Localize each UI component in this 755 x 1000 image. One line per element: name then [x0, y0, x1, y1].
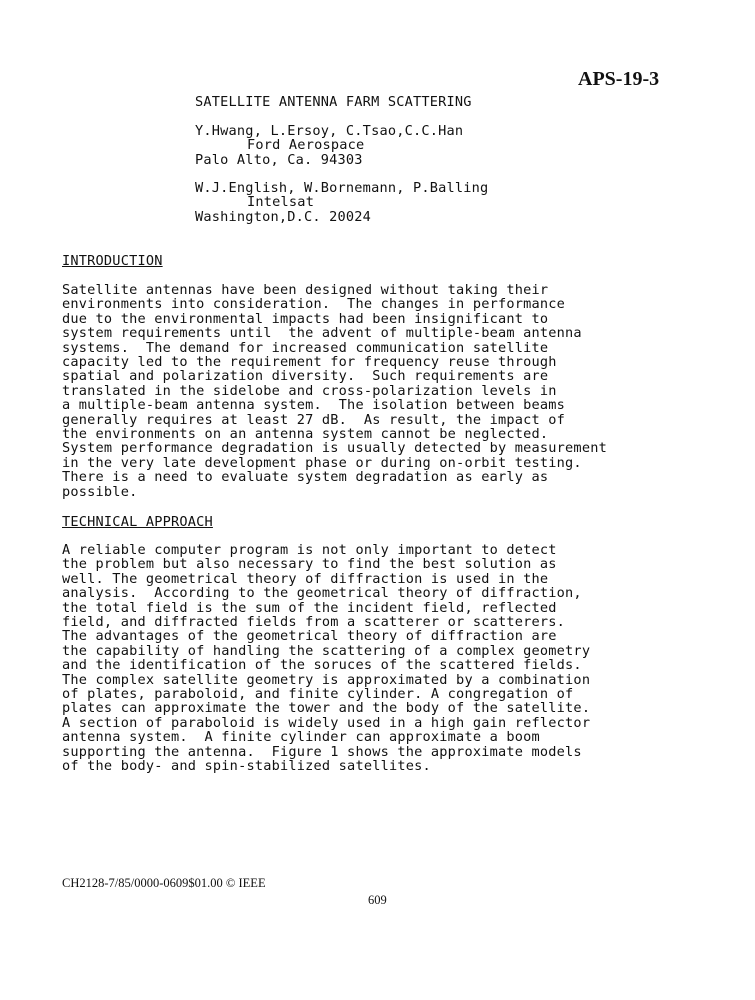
text-line: systems. The demand for increased communication satellite: [62, 339, 549, 356]
text-line: plates can approximate the tower and the body of the satellite.: [62, 700, 591, 717]
text-line: The advantages of the geometrical theory of diffraction are: [62, 628, 557, 645]
text-line: translated in the sidelobe and cross-polarization levels in: [62, 382, 557, 399]
author-block-intelsat: [195, 181, 488, 224]
page-number: 609: [368, 893, 387, 907]
author-names: W.J.English, W.Bornemann, P.Balling: [195, 180, 489, 196]
introduction-paragraph: [62, 283, 732, 499]
text-line: possible.: [62, 483, 138, 500]
paper-title: SATELLITE ANTENNA FARM SCATTERING: [195, 94, 472, 110]
text-line: generally requires at least 27 dB. As result, the impact of: [62, 411, 566, 428]
text-line: capacity led to the requirement for frequency reuse through: [62, 354, 557, 371]
text-line: antenna system. A finite cylinder can approximate a boom: [62, 729, 540, 746]
text-line: environments into consideration. The changes in performance: [62, 296, 566, 313]
text-line: due to the environmental impacts had been insignificant to: [62, 310, 549, 327]
author-location: Palo Alto, Ca. 94303: [195, 151, 363, 168]
text-line: of plates, paraboloid, and finite cylinder. A congregation of: [62, 686, 574, 703]
text-line: the environments on an antenna system cannot be neglected.: [62, 426, 549, 443]
text-line: well. The geometrical theory of diffraction is used in the: [62, 570, 549, 587]
text-line: the capability of handling the scattering of a complex geometry: [62, 642, 591, 659]
text-line: supporting the antenna. Figure 1 shows the approximate models: [62, 743, 582, 760]
author-organization: Ford Aerospace: [247, 137, 365, 154]
text-line: field, and diffracted fields from a scatterer or scatterers.: [62, 614, 566, 631]
text-line: and the identification of the soruces of the scattered fields.: [62, 657, 582, 674]
paper-code: APS-19-3: [578, 68, 660, 90]
author-organization: Intelsat: [247, 194, 315, 211]
text-line: analysis. According to the geometrical theory of diffraction,: [62, 585, 582, 602]
text-line: spatial and polarization diversity. Such requirements are: [62, 368, 549, 385]
author-block-ford: [195, 124, 463, 167]
section-heading-introduction: INTRODUCTION: [62, 253, 163, 269]
text-line: System performance degradation is usually detected by measurement: [62, 440, 607, 457]
text-line: A reliable computer program is not only important to detect: [62, 542, 557, 558]
text-line: the total field is the sum of the incident field, reflected: [62, 599, 557, 616]
text-line: in the very late development phase or during on-orbit testing.: [62, 454, 582, 471]
text-line: Satellite antennas have been designed without taking their: [62, 282, 549, 298]
text-line: There is a need to evaluate system degradation as early as: [62, 469, 549, 486]
text-line: the problem but also necessary to find the best solution as: [62, 556, 557, 573]
text-line: of the body- and spin-stabilized satellites.: [62, 758, 431, 775]
text-line: The complex satellite geometry is approximated by a combination: [62, 671, 591, 688]
author-location: Washington,D.C. 20024: [195, 208, 372, 225]
text-line: A section of paraboloid is widely used in a high gain reflector: [62, 714, 591, 731]
text-line: system requirements until the advent of multiple-beam antenna: [62, 325, 582, 342]
author-names: Y.Hwang, L.Ersoy, C.Tsao,C.C.Han: [195, 123, 464, 139]
technical-approach-paragraph: [62, 543, 732, 774]
section-heading-technical-approach: TECHNICAL APPROACH: [62, 514, 213, 530]
text-line: a multiple-beam antenna system. The isolation between beams: [62, 397, 566, 414]
copyright-notice: CH2128-7/85/0000-0609$01.00 © IEEE: [62, 876, 266, 890]
